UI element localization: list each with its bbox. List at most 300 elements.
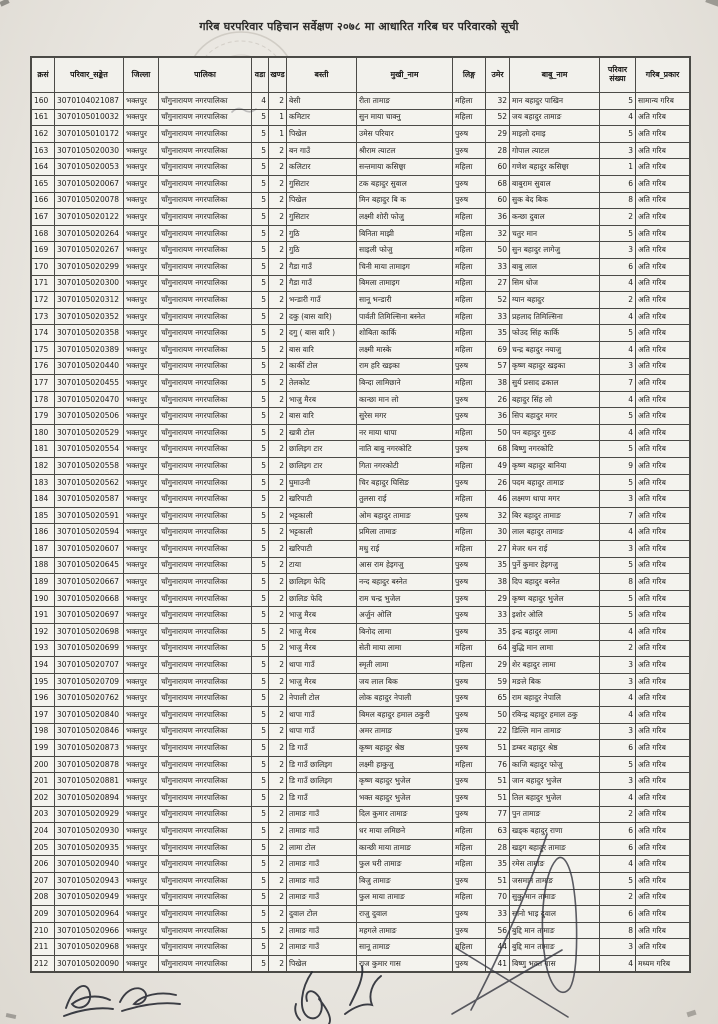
cell-municipality: चाँगुनारायण नगरपालिका <box>159 458 252 475</box>
cell-poor_type: अति गरिब <box>636 740 690 757</box>
cell-settlement: पिखेल <box>287 955 357 972</box>
cell-age: 49 <box>486 458 510 475</box>
cell-family_count: 4 <box>600 624 636 641</box>
cell-settlement: बन गाउँ <box>287 142 357 159</box>
cell-family_count: 4 <box>600 341 636 358</box>
cell-block: 2 <box>269 740 287 757</box>
cell-settlement: तेलकोट <box>287 375 357 392</box>
cell-gender: पुरुष <box>453 740 486 757</box>
cell-district: भक्तपुर <box>124 109 159 126</box>
table-row <box>32 574 690 591</box>
table-row <box>32 258 690 275</box>
cell-head_name: सुरेस मगर <box>357 408 453 425</box>
table-row <box>32 590 690 607</box>
cell-district: भक्तपुर <box>124 424 159 441</box>
cell-poor_type: मध्यम गरिब <box>636 955 690 972</box>
cell-settlement: भाजु मैरब <box>287 673 357 690</box>
cell-head_name: फुल घरी तामाङ <box>357 856 453 873</box>
cell-sn: 162 <box>32 126 55 143</box>
cell-family_code: 3070105020894 <box>55 789 124 806</box>
scan-artifact <box>0 0 10 7</box>
cell-gender: महिला <box>453 856 486 873</box>
cell-municipality: चाँगुनारायण नगरपालिका <box>159 823 252 840</box>
cell-block: 2 <box>269 391 287 408</box>
cell-poor_type: अति गरिब <box>636 773 690 790</box>
cell-district: भक्तपुर <box>124 308 159 325</box>
cell-district: भक्तपुर <box>124 955 159 972</box>
cell-settlement: लामा टोल <box>287 839 357 856</box>
cell-family_code: 3070105020840 <box>55 706 124 723</box>
cell-district: भक्तपुर <box>124 408 159 425</box>
cell-father_name: इन्द्र बहादुर लामा <box>510 624 600 641</box>
cell-poor_type: अति गरिब <box>636 574 690 591</box>
cell-ward: 5 <box>252 524 269 541</box>
cell-district: भक्तपुर <box>124 574 159 591</box>
cell-head_name: मिन बहादुर बि क <box>357 192 453 209</box>
cell-settlement: छालिइग टार <box>287 441 357 458</box>
cell-father_name: पुर्ने कुमार हेइगजु <box>510 557 600 574</box>
cell-settlement: भट्टकाली <box>287 507 357 524</box>
cell-family_code: 3070105020562 <box>55 474 124 491</box>
cell-municipality: चाँगुनारायण नगरपालिका <box>159 756 252 773</box>
cell-family_code: 3070105020122 <box>55 209 124 226</box>
table-row <box>32 458 690 475</box>
cell-sn: 185 <box>32 507 55 524</box>
cell-gender: महिला <box>453 823 486 840</box>
cell-poor_type: अति गरिब <box>636 192 690 209</box>
cell-head_name: सानू भन्डारी <box>357 292 453 309</box>
cell-ward: 5 <box>252 574 269 591</box>
cell-age: 63 <box>486 823 510 840</box>
cell-poor_type: अति गरिब <box>636 939 690 956</box>
cell-settlement: भाजु मैरब <box>287 391 357 408</box>
cell-father_name: पुन तामाङ <box>510 806 600 823</box>
cell-head_name: ओम बहादुर तामाङ <box>357 507 453 524</box>
cell-municipality: चाँगुनारायण नगरपालिका <box>159 93 252 110</box>
cell-municipality: चाँगुनारायण नगरपालिका <box>159 491 252 508</box>
cell-poor_type: अति गरिब <box>636 557 690 574</box>
cell-gender: पुरुष <box>453 408 486 425</box>
cell-block: 2 <box>269 159 287 176</box>
cell-district: भक्तपुर <box>124 175 159 192</box>
cell-age: 35 <box>486 557 510 574</box>
cell-gender: महिला <box>453 325 486 342</box>
cell-block: 2 <box>269 557 287 574</box>
cell-district: भक्तपुर <box>124 740 159 757</box>
cell-head_name: साइली फोजु <box>357 242 453 259</box>
cell-ward: 5 <box>252 756 269 773</box>
cell-district: भक्तपुर <box>124 375 159 392</box>
cell-district: भक्तपुर <box>124 225 159 242</box>
cell-family_count: 6 <box>600 839 636 856</box>
cell-settlement: भट्टकाली <box>287 524 357 541</box>
cell-settlement: कार्की टोल <box>287 358 357 375</box>
cell-block: 2 <box>269 308 287 325</box>
cell-father_name: सिप बहादुर मगर <box>510 408 600 425</box>
cell-age: 32 <box>486 507 510 524</box>
cell-municipality: चाँगुनारायण नगरपालिका <box>159 159 252 176</box>
cell-block: 2 <box>269 341 287 358</box>
cell-settlement: तामाङ गाउँ <box>287 823 357 840</box>
cell-settlement: थापा गाउँ <box>287 657 357 674</box>
cell-ward: 5 <box>252 292 269 309</box>
cell-settlement: गैडा गाउँ <box>287 258 357 275</box>
col-header-block: खण्ड <box>269 58 287 93</box>
cell-father_name: लक्ष्मण थापा मगर <box>510 491 600 508</box>
cell-head_name: उमेस परियार <box>357 126 453 143</box>
cell-municipality: चाँगुनारायण नगरपालिका <box>159 275 252 292</box>
cell-poor_type: अति गरिब <box>636 491 690 508</box>
cell-settlement: भाजु मैरब <box>287 607 357 624</box>
cell-municipality: चाँगुनारायण नगरपालिका <box>159 524 252 541</box>
cell-ward: 5 <box>252 706 269 723</box>
cell-district: भक्तपुर <box>124 624 159 641</box>
cell-settlement: छालिइग फेदि <box>287 574 357 591</box>
cell-district: भक्तपुर <box>124 142 159 159</box>
cell-settlement: पिखेल <box>287 126 357 143</box>
cell-family_count: 2 <box>600 640 636 657</box>
cell-sn: 164 <box>32 159 55 176</box>
cell-sn: 187 <box>32 541 55 558</box>
signature-4 <box>345 966 381 1014</box>
cell-settlement: गुठि <box>287 225 357 242</box>
cell-municipality: चाँगुनारायण नगरपालिका <box>159 441 252 458</box>
cell-family_count: 5 <box>600 557 636 574</box>
cell-settlement: डि गाउँ <box>287 740 357 757</box>
cell-block: 2 <box>269 507 287 524</box>
cell-district: भक्तपुर <box>124 756 159 773</box>
cell-age: 68 <box>486 175 510 192</box>
cell-family_code: 3070105020440 <box>55 358 124 375</box>
cell-family_count: 3 <box>600 723 636 740</box>
cell-father_name: राम बहादुर नेपालि <box>510 690 600 707</box>
cell-district: भक्तपुर <box>124 673 159 690</box>
cell-head_name: बिन्दा लामिछाने <box>357 375 453 392</box>
cell-district: भक्तपुर <box>124 275 159 292</box>
table-row <box>32 955 690 972</box>
cell-district: भक्तपुर <box>124 242 159 259</box>
cell-father_name: बुद्दि मान तामाङ <box>510 922 600 939</box>
cell-district: भक्तपुर <box>124 474 159 491</box>
cell-gender: पुरुष <box>453 723 486 740</box>
table-row <box>32 872 690 889</box>
cell-family_count: 3 <box>600 242 636 259</box>
cell-father_name: जय बहादुर तामाङ <box>510 109 600 126</box>
cell-father_name: खड्ग बहादुर तामाङ <box>510 839 600 856</box>
cell-family_code: 3070105020506 <box>55 408 124 425</box>
table-row <box>32 922 690 939</box>
cell-sn: 165 <box>32 175 55 192</box>
cell-family_code: 3070105020964 <box>55 906 124 923</box>
col-header-settlement: बस्ती <box>287 58 357 93</box>
cell-head_name: अमर तामाङ <box>357 723 453 740</box>
table-row <box>32 408 690 425</box>
cell-family_count: 5 <box>600 93 636 110</box>
cell-family_code: 3070105020699 <box>55 640 124 657</box>
cell-district: भक्तपुर <box>124 441 159 458</box>
cell-age: 35 <box>486 856 510 873</box>
cell-district: भक्तपुर <box>124 258 159 275</box>
cell-ward: 5 <box>252 441 269 458</box>
table-row <box>32 789 690 806</box>
cell-father_name: माइलो दमाइ <box>510 126 600 143</box>
cell-family_code: 3070105010032 <box>55 109 124 126</box>
cell-family_code: 3070105020935 <box>55 839 124 856</box>
cell-municipality: चाँगुनारायण नगरपालिका <box>159 922 252 939</box>
cell-sn: 177 <box>32 375 55 392</box>
cell-sn: 211 <box>32 939 55 956</box>
cell-family_code: 3070105020554 <box>55 441 124 458</box>
cell-municipality: चाँगुनारायण नगरपालिका <box>159 308 252 325</box>
cell-family_count: 2 <box>600 889 636 906</box>
cell-ward: 5 <box>252 789 269 806</box>
cell-age: 56 <box>486 922 510 939</box>
cell-settlement: भन्डारी गाउँ <box>287 292 357 309</box>
cell-municipality: चाँगुनारायण नगरपालिका <box>159 906 252 923</box>
cell-block: 2 <box>269 192 287 209</box>
cell-family_code: 3070105020264 <box>55 225 124 242</box>
cell-family_code: 3070105020455 <box>55 375 124 392</box>
table-row <box>32 939 690 956</box>
cell-block: 2 <box>269 624 287 641</box>
table-row <box>32 624 690 641</box>
cell-municipality: चाँगुनारायण नगरपालिका <box>159 773 252 790</box>
cell-sn: 191 <box>32 607 55 624</box>
cell-family_count: 3 <box>600 541 636 558</box>
cell-sn: 203 <box>32 806 55 823</box>
cell-district: भक्तपुर <box>124 706 159 723</box>
cell-age: 33 <box>486 607 510 624</box>
cell-head_name: राज कुमार गास <box>357 955 453 972</box>
cell-father_name: कृष्ण बहादुर बानिया <box>510 458 600 475</box>
cell-father_name: पन बहादुर गुरुङ <box>510 424 600 441</box>
cell-municipality: चाँगुनारायण नगरपालिका <box>159 723 252 740</box>
cell-head_name: आस राम हेइगजु <box>357 557 453 574</box>
signature-2 <box>120 988 180 1011</box>
table-row <box>32 640 690 657</box>
cell-poor_type: अति गरिब <box>636 408 690 425</box>
cell-poor_type: अति गरिब <box>636 624 690 641</box>
cell-sn: 171 <box>32 275 55 292</box>
cell-block: 2 <box>269 474 287 491</box>
cell-family_code: 3070105020591 <box>55 507 124 524</box>
cell-sn: 163 <box>32 142 55 159</box>
cell-ward: 5 <box>252 375 269 392</box>
cell-age: 38 <box>486 574 510 591</box>
cell-municipality: चाँगुनारायण नगरपालिका <box>159 640 252 657</box>
cell-block: 2 <box>269 358 287 375</box>
table-row <box>32 507 690 524</box>
cell-age: 59 <box>486 673 510 690</box>
cell-sn: 175 <box>32 341 55 358</box>
cell-family_count: 8 <box>600 574 636 591</box>
cell-family_count: 4 <box>600 955 636 972</box>
table-row <box>32 275 690 292</box>
cell-family_count: 6 <box>600 823 636 840</box>
cell-poor_type: अति गरिब <box>636 258 690 275</box>
cell-gender: महिला <box>453 756 486 773</box>
cell-settlement: बेसी <box>287 93 357 110</box>
cell-family_count: 5 <box>600 590 636 607</box>
cell-block: 2 <box>269 939 287 956</box>
cell-municipality: चाँगुनारायण नगरपालिका <box>159 574 252 591</box>
table-row <box>32 557 690 574</box>
cell-district: भक्तपुर <box>124 391 159 408</box>
cell-block: 2 <box>269 292 287 309</box>
cell-municipality: चाँगुनारायण नगरपालिका <box>159 225 252 242</box>
cell-block: 1 <box>269 109 287 126</box>
cell-family_count: 4 <box>600 391 636 408</box>
cell-gender: महिला <box>453 640 486 657</box>
cell-district: भक्तपुर <box>124 325 159 342</box>
cell-age: 30 <box>486 524 510 541</box>
cell-father_name: बिष्णु नगरकोटि <box>510 441 600 458</box>
cell-father_name: पदम बहादुर तामाङ <box>510 474 600 491</box>
cell-age: 28 <box>486 839 510 856</box>
cell-district: भक्तपुर <box>124 856 159 873</box>
cell-ward: 5 <box>252 424 269 441</box>
cell-sn: 212 <box>32 955 55 972</box>
cell-family_count: 8 <box>600 192 636 209</box>
cell-sn: 176 <box>32 358 55 375</box>
cell-family_code: 3070105020352 <box>55 308 124 325</box>
cell-sn: 207 <box>32 872 55 889</box>
cell-poor_type: अति गरिब <box>636 292 690 309</box>
table-row <box>32 673 690 690</box>
cell-block: 2 <box>269 225 287 242</box>
cell-municipality: चाँगुनारायण नगरपालिका <box>159 142 252 159</box>
cell-district: भक्तपुर <box>124 806 159 823</box>
cell-age: 33 <box>486 258 510 275</box>
table-row <box>32 424 690 441</box>
cell-block: 2 <box>269 524 287 541</box>
table-row <box>32 142 690 159</box>
cell-settlement: भाजु मैरब <box>287 640 357 657</box>
cell-age: 60 <box>486 192 510 209</box>
cell-age: 57 <box>486 358 510 375</box>
cell-block: 2 <box>269 491 287 508</box>
col-header-gender: लिङ्ग <box>453 58 486 93</box>
cell-municipality: चाँगुनारायण नगरपालिका <box>159 839 252 856</box>
cell-family_count: 4 <box>600 690 636 707</box>
cell-ward: 5 <box>252 541 269 558</box>
cell-poor_type: अति गरिब <box>636 657 690 674</box>
cell-father_name: गणेश बहादुर कसिछ्वा <box>510 159 600 176</box>
cell-family_count: 5 <box>600 756 636 773</box>
cell-poor_type: अति गरिब <box>636 441 690 458</box>
cell-settlement: गुसिटार <box>287 175 357 192</box>
cell-head_name: महगले तामाङ <box>357 922 453 939</box>
cell-ward: 5 <box>252 341 269 358</box>
cell-head_name: भक्त बहादुर भुजेल <box>357 789 453 806</box>
cell-district: भक्तपुर <box>124 657 159 674</box>
cell-father_name: तिल बहादुर भुजेल <box>510 789 600 806</box>
cell-family_code: 3070105020470 <box>55 391 124 408</box>
cell-family_count: 4 <box>600 109 636 126</box>
cell-gender: पुरुष <box>453 474 486 491</box>
cell-age: 64 <box>486 640 510 657</box>
cell-settlement: दकु (बास वारि) <box>287 308 357 325</box>
cell-ward: 5 <box>252 458 269 475</box>
table-row <box>32 93 690 110</box>
cell-family_code: 3070105020930 <box>55 823 124 840</box>
cell-municipality: चाँगुनारायण नगरपालिका <box>159 856 252 873</box>
col-header-age: उमेर <box>486 58 510 93</box>
cell-family_code: 3070105020762 <box>55 690 124 707</box>
cell-family_count: 4 <box>600 308 636 325</box>
cell-family_code: 3070105020594 <box>55 524 124 541</box>
table-row <box>32 242 690 259</box>
cell-head_name: गिता नगरकोटी <box>357 458 453 475</box>
cell-ward: 5 <box>252 624 269 641</box>
cell-sn: 184 <box>32 491 55 508</box>
cell-age: 35 <box>486 325 510 342</box>
cell-poor_type: अति गरिब <box>636 806 690 823</box>
cell-father_name: जान बहादुर भुजेल <box>510 773 600 790</box>
cell-sn: 208 <box>32 889 55 906</box>
cell-block: 2 <box>269 408 287 425</box>
cell-block: 2 <box>269 723 287 740</box>
cell-ward: 4 <box>252 93 269 110</box>
cell-head_name: प्रमिला तामाङ <box>357 524 453 541</box>
cell-gender: महिला <box>453 109 486 126</box>
cell-ward: 5 <box>252 872 269 889</box>
cell-age: 29 <box>486 657 510 674</box>
cell-settlement: तामाङ गाउँ <box>287 922 357 939</box>
cell-district: भक्तपुर <box>124 209 159 226</box>
cell-municipality: चाँगुनारायण नगरपालिका <box>159 375 252 392</box>
cell-poor_type: अति गरिब <box>636 375 690 392</box>
cell-head_name: लक्ष्मी मास्के <box>357 341 453 358</box>
cell-family_count: 2 <box>600 209 636 226</box>
cell-municipality: चाँगुनारायण नगरपालिका <box>159 507 252 524</box>
cell-family_count: 4 <box>600 706 636 723</box>
table-row <box>32 175 690 192</box>
cell-age: 33 <box>486 308 510 325</box>
cell-father_name: सुक बेद बिक <box>510 192 600 209</box>
cell-age: 33 <box>486 906 510 923</box>
cell-sn: 194 <box>32 657 55 674</box>
cell-poor_type: अति गरिब <box>636 209 690 226</box>
cell-gender: महिला <box>453 341 486 358</box>
cell-gender: महिला <box>453 424 486 441</box>
cell-sn: 180 <box>32 424 55 441</box>
cell-ward: 5 <box>252 955 269 972</box>
cell-family_count: 3 <box>600 657 636 674</box>
cell-age: 36 <box>486 408 510 425</box>
cell-father_name: चन्द्र बहादुर नयाजु <box>510 341 600 358</box>
cell-father_name: सुर्य प्रसाद ढकाल <box>510 375 600 392</box>
cell-family_code: 3070105020312 <box>55 292 124 309</box>
cell-poor_type: अति गरिब <box>636 789 690 806</box>
table-row <box>32 292 690 309</box>
cell-block: 2 <box>269 325 287 342</box>
cell-municipality: चाँगुनारायण नगरपालिका <box>159 624 252 641</box>
cell-head_name: राम हरि खइका <box>357 358 453 375</box>
cell-gender: पुरुष <box>453 872 486 889</box>
cell-family_code: 3070105020030 <box>55 142 124 159</box>
cell-family_count: 5 <box>600 607 636 624</box>
table-row <box>32 491 690 508</box>
cell-settlement: दुवाल टोल <box>287 906 357 923</box>
cell-age: 29 <box>486 590 510 607</box>
cell-gender: पुरुष <box>453 607 486 624</box>
cell-gender: पुरुष <box>453 441 486 458</box>
cell-family_count: 3 <box>600 939 636 956</box>
cell-settlement: तामाङ गाउँ <box>287 806 357 823</box>
cell-ward: 5 <box>252 358 269 375</box>
cell-block: 2 <box>269 441 287 458</box>
